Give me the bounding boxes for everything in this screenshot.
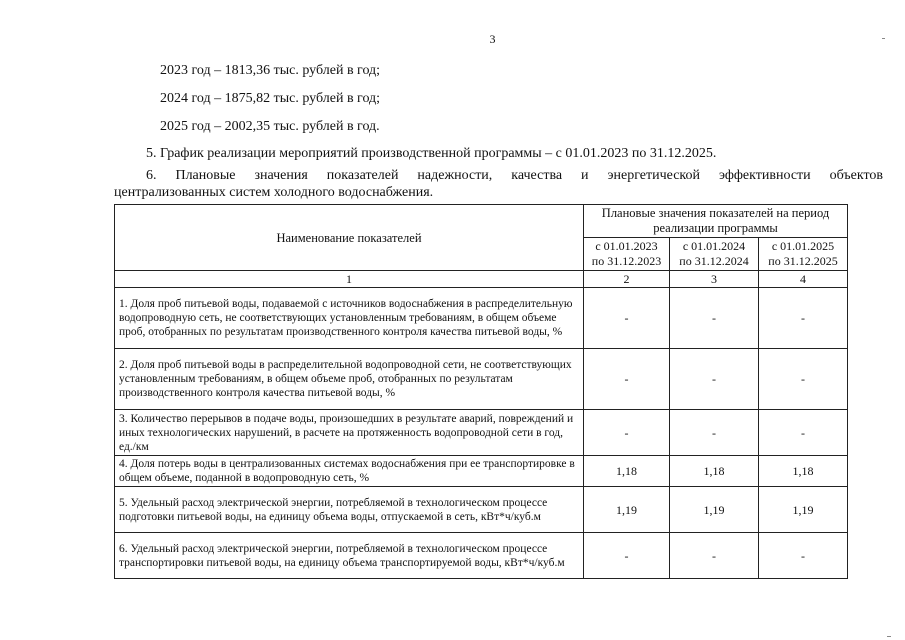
- indicator-name: 3. Количество перерывов в подаче воды, произошедших в результате аварий, повреждений и иных технологических нарушений, в расчете на протяженность водопроводной сети в год, ед./км: [115, 410, 584, 456]
- indicator-value: 1,18: [670, 456, 759, 487]
- indicator-value: -: [759, 410, 848, 456]
- indicator-value: -: [759, 349, 848, 410]
- table-row: [115, 487, 848, 533]
- table-row: [115, 456, 848, 487]
- budget-line-2023: 2023 год – 1813,36 тыс. рублей в год;: [160, 63, 381, 78]
- item-5-schedule: 5. График реализации мероприятий производственной программы – с 01.01.2023 по 31.12.2025.: [146, 146, 717, 161]
- indicators-table: [114, 204, 848, 579]
- column-number: 2: [584, 271, 670, 288]
- indicator-value: -: [759, 288, 848, 349]
- indicator-value: -: [584, 349, 670, 410]
- column-number: 3: [670, 271, 759, 288]
- indicator-value: 1,18: [584, 456, 670, 487]
- scan-speck: [887, 636, 891, 637]
- indicator-name: 6. Удельный расход электрической энергии, потребляемой в технологическом процессе транспортировки питьевой воды, на единицу объема транспортируемой воды, кВт*ч/куб.м: [115, 533, 584, 579]
- indicator-value: 1,19: [584, 487, 670, 533]
- table-row: [115, 410, 848, 456]
- plan-values-header: Плановые значения показателей на период реализации программы: [584, 205, 848, 238]
- indicator-value: -: [670, 533, 759, 579]
- page-number: 3: [489, 32, 496, 46]
- indicator-value: -: [584, 410, 670, 456]
- header-row: [115, 205, 848, 238]
- indicator-name: 5. Удельный расход электрической энергии, потребляемой в технологическом процессе подготовки питьевой воды, на единицу объема воды, отпускаемой в сеть, кВт*ч/куб.м: [115, 487, 584, 533]
- table-row: [115, 288, 848, 349]
- column-number: 1: [115, 271, 584, 288]
- name-column-header: Наименование показателей: [115, 205, 584, 271]
- indicator-name: 4. Доля потерь воды в централизованных системах водоснабжения при ее транспортировке в общем объеме, поданной в водопроводную сеть, %: [115, 456, 584, 487]
- indicator-value: -: [670, 288, 759, 349]
- indicator-name: 1. Доля проб питьевой воды, подаваемой с источников водоснабжения в распределительную водопроводную сеть, не соответствующих установленным требованиям, в общем объеме проб, отобранных по результатам производственного контроля качества питьевой воды, %: [115, 288, 584, 349]
- column-number-row: [115, 271, 848, 288]
- indicator-value: -: [670, 410, 759, 456]
- budget-line-2025: 2025 год – 2002,35 тыс. рублей в год.: [160, 119, 380, 134]
- indicator-value: -: [670, 349, 759, 410]
- item-6-line-1: 6. Плановые значения показателей надежности, качества и энергетической эффективности объектов: [146, 168, 883, 183]
- period-header-2023: с 01.01.2023 по 31.12.2023: [584, 238, 670, 271]
- column-number: 4: [759, 271, 848, 288]
- indicator-value: 1,18: [759, 456, 848, 487]
- indicator-value: 1,19: [670, 487, 759, 533]
- item-6-line-2: централизованных систем холодного водоснабжения.: [114, 185, 434, 200]
- period-header-2024: с 01.01.2024 по 31.12.2024: [670, 238, 759, 271]
- indicator-value: -: [584, 533, 670, 579]
- table-row: [115, 349, 848, 410]
- indicator-value: 1,19: [759, 487, 848, 533]
- item-6-paragraph: [114, 167, 883, 201]
- indicator-value: -: [584, 288, 670, 349]
- scan-speck: [882, 38, 885, 39]
- table-row: [115, 533, 848, 579]
- indicator-value: -: [759, 533, 848, 579]
- indicator-name: 2. Доля проб питьевой воды в распределительной водопроводной сети, не соответствующих установленным требованиям, в общем объеме проб, отобранных по результатам производственного контроля качества питьевой воды, %: [115, 349, 584, 410]
- period-header-2025: с 01.01.2025 по 31.12.2025: [759, 238, 848, 271]
- budget-line-2024: 2024 год – 1875,82 тыс. рублей в год;: [160, 91, 381, 106]
